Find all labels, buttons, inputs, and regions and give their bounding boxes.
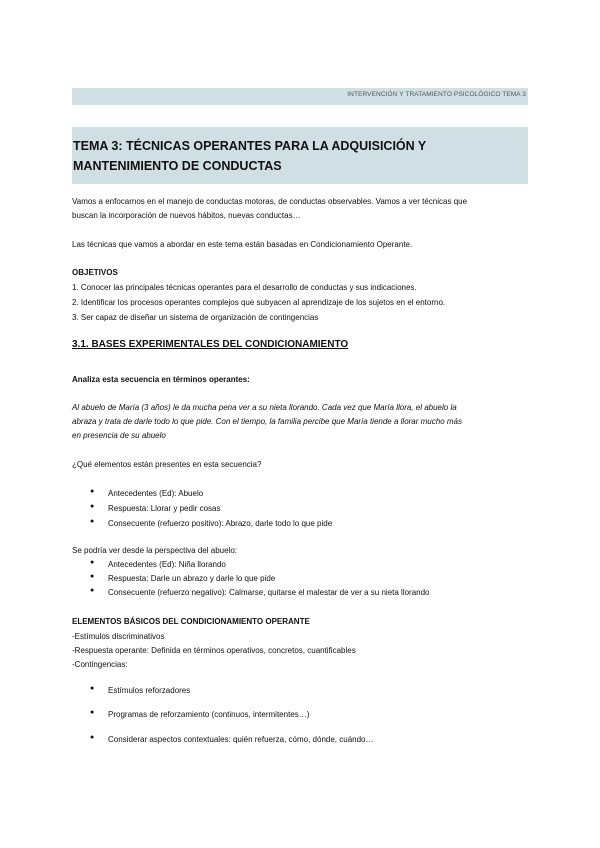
- list-item: Consecuente (refuerzo positivo): Abrazo, darle todo lo que pide: [108, 519, 333, 528]
- page-title: TEMA 3: TÉCNICAS OPERANTES PARA LA ADQUISICIÓN Y MANTENIMIENTO DE CONDUCTAS: [73, 139, 427, 173]
- bullet-icon: ●: [90, 518, 95, 525]
- elements-line-3: -Contingencias:: [72, 660, 128, 669]
- intro-line-1: Vamos a enfocarnos en el manejo de conductas motoras, de conductas observables. Vamos a ver técnicas que: [72, 197, 468, 206]
- title-box: [72, 127, 528, 184]
- running-header: [72, 88, 528, 105]
- case-line-3: en presencia de su abuelo: [72, 431, 166, 440]
- intro-paragraph-2: Las técnicas que vamos a abordar en este tema están basadas en Condicionamiento Operante.: [72, 240, 413, 249]
- bullet-icon: ●: [90, 709, 95, 716]
- bullet-icon: ●: [90, 573, 95, 580]
- running-header-text: INTERVENCIÓN Y TRATAMIENTO PSICOLÓGICO TEMA 3: [347, 91, 526, 98]
- sequence-question: ¿Qué elementos están presentes en esta secuencia?: [72, 460, 262, 469]
- list-item: Considerar aspectos contextuales: quién refuerza, cómo, dónde, cuándo…: [108, 735, 374, 744]
- grandpa-intro: Se podría ver desde la perspectiva del abuelo:: [72, 546, 237, 555]
- bullet-icon: ●: [90, 587, 95, 594]
- elements-line-2: -Respuesta operante: Definida en términos operativos, concretos, cuantificables: [72, 646, 356, 655]
- bullet-icon: ●: [90, 734, 95, 741]
- intro-line-2: buscan la incorporación de nuevos hábitos, nuevas conductas…: [72, 211, 301, 220]
- elements-line-1: -Estímulos discriminativos: [72, 632, 165, 641]
- section-heading: 3.1. BASES EXPERIMENTALES DEL CONDICIONAMIENTO: [72, 339, 349, 350]
- bullet-icon: ●: [90, 559, 95, 566]
- elements-heading: ELEMENTOS BÁSICOS DEL CONDICIONAMIENTO OPERANTE: [72, 617, 310, 626]
- bullet-icon: ●: [90, 488, 95, 495]
- list-item: Antecedentes (Ed): Abuelo: [108, 489, 204, 498]
- list-item: Programas de reforzamiento (continuos, intermitentes…): [108, 710, 310, 719]
- objective-item: 3. Ser capaz de diseñar un sistema de organización de contingencias: [72, 313, 319, 322]
- list-item: Consecuente (refuerzo negativo): Calmarse, quitarse el malestar de ver a su nieta llorando: [108, 588, 430, 597]
- list-item: Estímulos reforzadores: [108, 686, 191, 695]
- case-line-2: abraza y trata de darle todo lo que pide. Con el tiempo, la familia percibe que María tiende a llorar mucho más: [72, 417, 462, 426]
- bullet-icon: ●: [90, 503, 95, 510]
- analyze-prompt: Analiza esta secuencia en términos operantes:: [72, 375, 250, 384]
- objectives-heading: OBJETIVOS: [72, 268, 118, 277]
- list-item: Antecedentes (Ed): Niña llorando: [108, 560, 226, 569]
- list-item: Respuesta: Darle un abrazo y darle lo que pide: [108, 574, 276, 583]
- objective-item: 1. Conocer las principales técnicas operantes para el desarrollo de conductas y sus indicaciones.: [72, 283, 417, 292]
- case-line-1: Al abuelo de María (3 años) le da mucha pena ver a su nieta llorando. Cada vez que María llora, el abuelo la: [72, 403, 457, 412]
- list-item: Respuesta: Llorar y pedir cosas: [108, 504, 221, 513]
- objective-item: 2. Identificar los procesos operantes complejos que subyacen al aprendizaje de los sujetos en el entorno.: [72, 298, 446, 307]
- bullet-icon: ●: [90, 685, 95, 692]
